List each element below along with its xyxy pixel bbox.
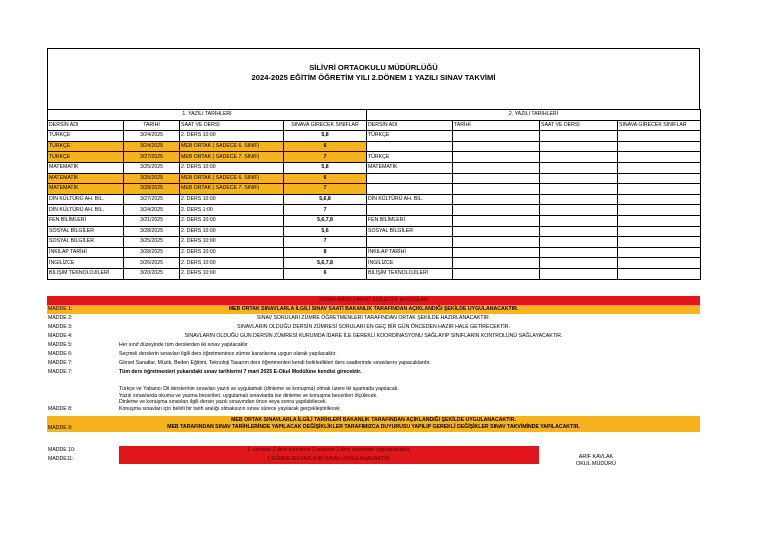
cell-empty xyxy=(540,184,618,195)
cell-classes: 5,8 xyxy=(284,162,367,173)
cell-empty xyxy=(540,215,618,226)
school-name: SİLİVRİ ORTAOKULU MÜDÜRLÜĞÜ xyxy=(309,63,438,72)
rule-7b xyxy=(47,368,700,377)
cell-empty xyxy=(453,152,540,163)
rule-text: Dinleme ve konuşma sınavları ilgili dersin yazılı sınavından önce veya sonra yapılabilecek. xyxy=(119,399,327,406)
cell-classes: 6 xyxy=(284,268,367,279)
cell-empty xyxy=(540,141,618,152)
cell-time: 2. DERS 10:00 xyxy=(180,247,284,258)
rule-label: MADDE 4: xyxy=(48,333,73,339)
rule-6 xyxy=(47,350,700,359)
rule-text: 1. sınavlar 2 ders süresince 2 sınavlar 3.ders süresinde uygulanacaktır. xyxy=(119,446,539,455)
cell-right: TÜRKÇE xyxy=(367,131,453,142)
cell-date: 3/24/2025 xyxy=(124,141,180,152)
cell-right: TÜRKÇE xyxy=(367,152,453,163)
cell-classes: 7 xyxy=(284,152,367,163)
cell-right xyxy=(367,237,453,248)
schedule-row xyxy=(48,268,701,279)
cell-empty xyxy=(540,258,618,269)
cell-empty xyxy=(453,131,540,142)
schedule-sheet xyxy=(47,48,700,280)
rule-text: SINAVLARIN OLDUĞU GÜN DERSİN ZÜMRESİ KURUMDA İDARE İLE GEREKLİ KOORDİNASYONU SAĞLAYIP SINIFLARIN KONTROLÜNÜ SAĞLAYACAKTIR. xyxy=(184,333,563,339)
rules-heading-text: SINAVLARDA DİKKAT EDİLECEK HUSUSLAR xyxy=(319,297,428,303)
cell-date: 3/25/2025 xyxy=(124,173,180,184)
rule-label: MADDE 7: xyxy=(48,369,73,375)
rules-section xyxy=(47,296,700,441)
rule-text: MEB TARAFINDAN SINAV TARİHLERİNDE YAPILACAK DEĞİŞİKLİKLER TARAFIMIZCA DUYURUSU YAPILIP GEREKLİ DEĞİŞİKLER SINAV TAKVİMİNDE YAPILACAKTIR. xyxy=(167,424,580,430)
cell-classes: 5,8 xyxy=(284,131,367,142)
cell-time: 2. DERS 10:00 xyxy=(180,131,284,142)
rule-8 xyxy=(47,386,700,416)
schedule-row xyxy=(48,237,701,248)
cell-time: 2. DERS 10:00 xyxy=(180,215,284,226)
col-header: DERSİN ADI xyxy=(48,120,124,131)
rule-label: MADDE 6: xyxy=(48,351,73,357)
rule-text: Yazılı sınavlarda okuma ve yazma becerileri, uygulamalı sınavlarda ise dinleme ve konuşma becerileri ölçülecek. xyxy=(119,392,378,399)
cell-empty xyxy=(618,194,701,205)
cell-empty xyxy=(453,173,540,184)
column-header-row xyxy=(48,120,701,131)
schedule-row xyxy=(48,194,701,205)
rule-label: MADDE 9: xyxy=(48,425,73,431)
cell-classes: 5,6 xyxy=(284,226,367,237)
schedule-row xyxy=(48,141,701,152)
rule-2 xyxy=(47,314,700,323)
cell-empty xyxy=(453,162,540,173)
rule-label: MADDE 10: xyxy=(48,447,76,453)
rule-label: MADDE 3: xyxy=(48,324,73,330)
cell-date: 3/20/2025 xyxy=(124,268,180,279)
cell-date: 3/27/2025 xyxy=(124,152,180,163)
rule-7a xyxy=(47,359,700,368)
rule-label: MADDE11: xyxy=(48,456,74,462)
cell-name: DİN KÜLTÜRÜ AH. BİL. xyxy=(48,194,124,205)
cell-empty xyxy=(540,162,618,173)
col-header: SINAVA GİRECEK SINIFLAR xyxy=(618,120,701,131)
col-header: TARİHİ xyxy=(453,120,540,131)
cell-right: BİLİŞİM TEKNOLOJİLERİ xyxy=(367,268,453,279)
cell-time: 2. DERS 10:00 xyxy=(180,194,284,205)
cell-empty xyxy=(453,215,540,226)
cell-right: FEN BİLİMLERİ xyxy=(367,215,453,226)
cell-name: TÜRKÇE xyxy=(48,141,124,152)
cell-time: 2. DERS 1:00 xyxy=(180,205,284,216)
cell-time: MEB ORTAK ( SADECE 6. SINIF) xyxy=(180,141,284,152)
cell-name: İNKILAP TARİHİ xyxy=(48,247,124,258)
schedule-row xyxy=(48,173,701,184)
cell-classes: 5,6,7,8 xyxy=(284,215,367,226)
cell-time: 2. DERS 10:00 xyxy=(180,268,284,279)
cell-classes: 6 xyxy=(284,173,367,184)
cell-empty xyxy=(453,184,540,195)
page-title: 2024-2025 EĞİTİM ÖĞRETİM YILI 2.DÖNEM 1 YAZILI SINAV TAKVİMİ xyxy=(251,73,496,82)
rule-label: MADDE 1: xyxy=(48,306,73,312)
cell-empty xyxy=(540,194,618,205)
cell-empty xyxy=(540,205,618,216)
cell-time: MEB ORTAK ( SADECE 7. SINIF) xyxy=(180,184,284,195)
cell-empty xyxy=(618,237,701,248)
cell-empty xyxy=(540,226,618,237)
rule-text: Her sınıf düzeyinde tüm derslerden iki sınav yapılacaktır xyxy=(119,342,248,348)
cell-empty xyxy=(618,258,701,269)
cell-right: MATEMATİK xyxy=(367,162,453,173)
cell-right xyxy=(367,184,453,195)
cell-right: DİN KÜLTÜRÜ AH. BİL. xyxy=(367,194,453,205)
cell-empty xyxy=(453,194,540,205)
rule-label: MADDE 8: xyxy=(48,406,73,412)
cell-date: 3/24/2025 xyxy=(124,131,180,142)
cell-name: MATEMATİK xyxy=(48,184,124,195)
col-header: DERSİN ADI xyxy=(367,120,453,131)
cell-empty xyxy=(618,215,701,226)
cell-time: MEB ORTAK ( SADECE 6. SINIF) xyxy=(180,173,284,184)
cell-empty xyxy=(618,247,701,258)
cell-classes: 7 xyxy=(284,205,367,216)
cell-right: İNKILAP TARİHİ xyxy=(367,247,453,258)
cell-classes: 6 xyxy=(284,141,367,152)
schedule-row xyxy=(48,184,701,195)
rule-9-text xyxy=(47,417,700,431)
cell-classes: 7 xyxy=(284,184,367,195)
cell-time: 2. DERS 10:00 xyxy=(180,237,284,248)
rule-label: MADDE 7: xyxy=(48,360,73,366)
cell-right xyxy=(367,173,453,184)
rule-text: MEB ORTAK SINAVLARLA İLGİLİ TARİHLERİ BAKANLIK TARAFINDAN AÇIKLANDIĞI ŞEKİLDE UYGULANACAKTIR. xyxy=(231,417,516,423)
cell-date: 3/28/2025 xyxy=(124,247,180,258)
rule-9 xyxy=(47,416,700,432)
rule-label: MADDE 5: xyxy=(48,342,73,348)
schedule-row xyxy=(48,215,701,226)
principal-role: OKUL MÜDÜRÜ xyxy=(576,460,616,467)
schedule-row xyxy=(48,258,701,269)
cell-classes: 5,6,7,8 xyxy=(284,258,367,269)
cell-empty xyxy=(618,173,701,184)
cell-time: 2. DERS 10:00 xyxy=(180,258,284,269)
schedule-table xyxy=(47,109,701,280)
cell-name: MATEMATİK xyxy=(48,173,124,184)
cell-name: TÜRKÇE xyxy=(48,131,124,142)
cell-empty xyxy=(618,131,701,142)
cell-empty xyxy=(540,237,618,248)
rule-text: Görsel Sanatlar, Müzik, Beden Eğitimi, Teknoloji Tasarım ders öğretmenleri kendi belirledikleri ders saatlerinde sınavlarını yapacaklardır. xyxy=(119,360,431,366)
schedule-row xyxy=(48,162,701,173)
cell-empty xyxy=(618,162,701,173)
cell-classes: 7 xyxy=(284,237,367,248)
cell-date: 3/24/2025 xyxy=(124,205,180,216)
cell-date: 3/25/2025 xyxy=(124,237,180,248)
cell-empty xyxy=(618,205,701,216)
rule-text: SINAV SORULARI ZÜMRE ÖĞRETMENLERİ TARAFINDAN ORTAK ŞEKİLDE HAZIRLANACAKTIR. xyxy=(256,315,491,321)
cell-name: TÜRKÇE xyxy=(48,152,124,163)
rule-3 xyxy=(47,323,700,332)
rule-text: SINAVLARIN OLDUĞU DERSİN ZÜMRESİ SORULARI EN GEÇ BİR GÜN ÖNCEDEN HAZIR HALE GETİRECEKTİR. xyxy=(237,324,510,330)
cell-right xyxy=(367,141,453,152)
rule-text: 1 GÜNDE EN FAZLA İKİ SINAV UYGULANACAKTIR. xyxy=(119,455,539,464)
cell-empty xyxy=(453,247,540,258)
rule-text: Türkçe ve Yabancı Dil derslerinin sınavları yazılı ve uygulamalı (dinleme ve konuşma) olmak üzere iki aşamada yapılacak. xyxy=(119,386,399,392)
rule-5 xyxy=(47,341,700,350)
schedule-row xyxy=(48,205,701,216)
section-first: 1. YAZILI TARİHLERİ xyxy=(48,110,367,121)
cell-date: 3/26/2025 xyxy=(124,258,180,269)
rule-text: Konuşma sınavları için belirli bir tarih aralığı olmaksızın sınav sürece yayılarak gerçekleştirilecek xyxy=(119,405,340,412)
rule-text: Tüm ders öğretmenleri yukarıdaki sınav tarihlerini 7 mart 2025 E-Okul Modülüne kendisi girecektir. xyxy=(119,369,362,375)
rule-label: MADDE 2: xyxy=(48,315,73,321)
cell-date: 3/28/2025 xyxy=(124,226,180,237)
cell-empty xyxy=(618,226,701,237)
section-second: 2. YAZILI TARİHLERİ xyxy=(367,110,701,121)
col-header: SINAVA GİRECEK SINIFLAR xyxy=(284,120,367,131)
col-header: SAAT VE DERSİ xyxy=(180,120,284,131)
cell-empty xyxy=(453,258,540,269)
cell-name: MATEMATİK xyxy=(48,162,124,173)
cell-empty xyxy=(540,173,618,184)
cell-empty xyxy=(453,205,540,216)
cell-name: FEN BİLİMLERİ xyxy=(48,215,124,226)
col-header: SAAT VE DERSİ xyxy=(540,120,618,131)
schedule-row xyxy=(48,226,701,237)
cell-name: BİLİŞİM TEKNOLOJİLERİ xyxy=(48,268,124,279)
cell-empty xyxy=(540,247,618,258)
cell-right xyxy=(367,205,453,216)
rule-4 xyxy=(47,332,700,341)
cell-name: SOSYAL BİLGİLER xyxy=(48,237,124,248)
schedule-row xyxy=(48,131,701,142)
cell-empty xyxy=(453,141,540,152)
signature-block xyxy=(576,454,616,467)
title-box xyxy=(47,48,700,109)
schedule-row xyxy=(48,152,701,163)
cell-classes: 8 xyxy=(284,247,367,258)
principal-name: ARİF KAVLAK xyxy=(578,454,614,460)
cell-empty xyxy=(453,226,540,237)
cell-classes: 5,6,8 xyxy=(284,194,367,205)
cell-time: 2. DERS 10:00 xyxy=(180,162,284,173)
cell-name: İNGİLİZCE xyxy=(48,258,124,269)
cell-empty xyxy=(540,131,618,142)
col-header: TARİHİ xyxy=(124,120,180,131)
cell-empty xyxy=(618,141,701,152)
cell-date: 3/21/2025 xyxy=(124,215,180,226)
cell-empty xyxy=(540,268,618,279)
cell-date: 3/25/2025 xyxy=(124,162,180,173)
cell-empty xyxy=(618,184,701,195)
rule-1 xyxy=(47,305,700,314)
cell-date: 3/27/2025 xyxy=(124,194,180,205)
cell-empty xyxy=(453,237,540,248)
cell-right: İNGİLİZCE xyxy=(367,258,453,269)
cell-empty xyxy=(618,152,701,163)
cell-time: 2. DERS 10:00 xyxy=(180,226,284,237)
rule-8-text xyxy=(119,386,399,412)
rule-text: MEB ORTAK SINAVLARLA İLGİLİ SINAV SAATİ BAKANLIK TARAFINDAN AÇIKLANDIĞI ŞEKİLDE UYGULANACAKTIR. xyxy=(228,306,519,312)
cell-empty xyxy=(453,268,540,279)
cell-time: MEB ORTAK ( SADECE 7. SINIF) xyxy=(180,152,284,163)
schedule-row xyxy=(48,247,701,258)
cell-right: SOSYAL BİLGİLER xyxy=(367,226,453,237)
rules-heading xyxy=(47,296,700,305)
rule-text: Seçmeli derslerin sınavları ilgili ders öğretmenince zümre kararlarına uygun olarak yapılacaktır. xyxy=(119,351,337,357)
cell-name: SOSYAL BİLGİLER xyxy=(48,226,124,237)
cell-empty xyxy=(618,268,701,279)
cell-empty xyxy=(540,152,618,163)
cell-name: DİN KÜLTÜRÜ AH. BİL. xyxy=(48,205,124,216)
cell-date: 3/28/2025 xyxy=(124,184,180,195)
